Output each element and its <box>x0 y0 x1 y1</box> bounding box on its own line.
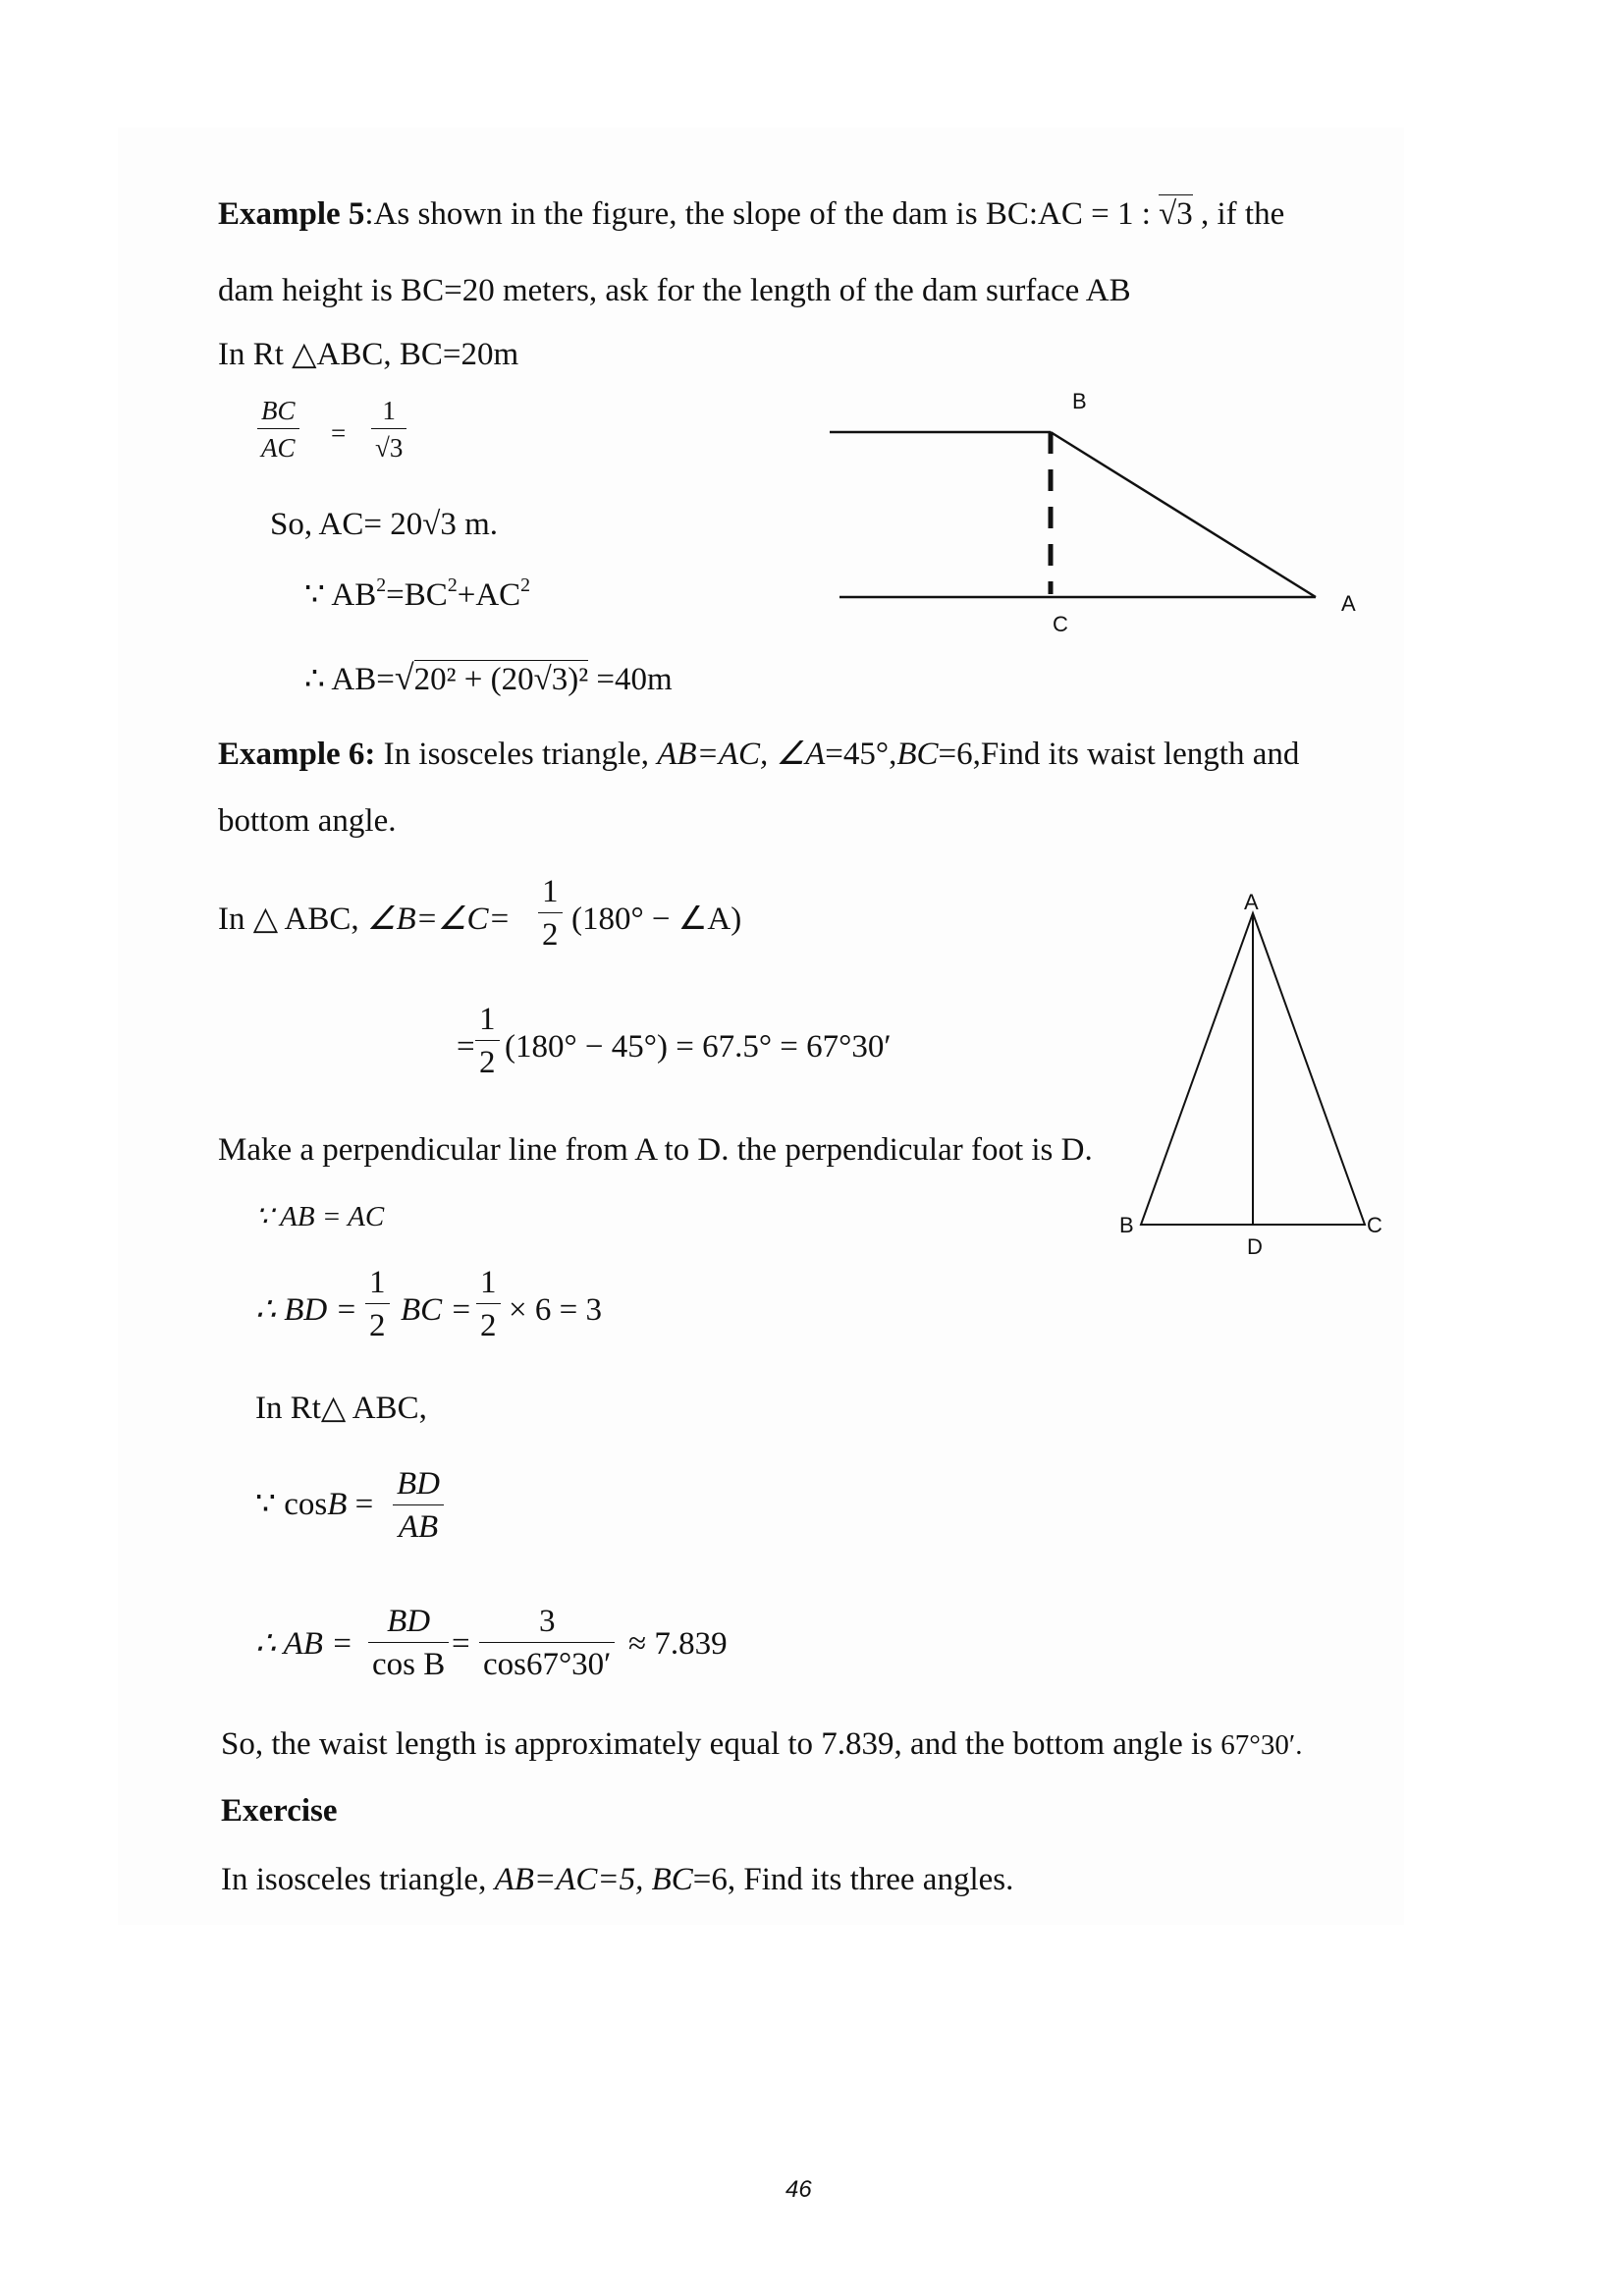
label-d: D <box>1247 1234 1263 1259</box>
example5-line2: dam height is BC=20 meters, ask for the length of the dam surface AB <box>218 273 1131 308</box>
fraction-half-3: 1 2 <box>365 1267 390 1342</box>
label-b: B <box>1119 1213 1134 1237</box>
ab-result-line: ∴ AB=√20² + (20√3)² =40m <box>304 658 673 697</box>
ab-equals-ac: ∵ AB = AC <box>255 1201 385 1232</box>
example5-heading: Example 5 <box>218 196 365 232</box>
angle-equation-lhs: In △ ABC, ∠B=∠C= <box>218 902 511 937</box>
exercise-heading: Exercise <box>221 1793 338 1829</box>
fraction-half-4: 1 2 <box>476 1267 501 1342</box>
example6-line1: Example 6: In isosceles triangle, AB=AC, ∠A=45°,BC=6,Find its waist length and <box>218 737 1300 772</box>
example5-line3: In Rt △ABC, BC=20m <box>218 337 519 372</box>
exercise-line: In isosceles triangle, AB=AC=5, BC=6, Find its three angles. <box>221 1862 1014 1897</box>
label-c: C <box>1367 1213 1382 1237</box>
label-a: A <box>1244 890 1259 914</box>
label-c: C <box>1053 612 1068 636</box>
rt-abc-line: In Rt△ ABC, <box>255 1391 427 1426</box>
equals-sign: = <box>331 418 347 448</box>
bd-prefix: ∴ BD = <box>255 1292 357 1328</box>
isosceles-triangle-figure <box>1110 889 1394 1267</box>
angle-equation-rhs: (180° − ∠A) <box>571 902 742 937</box>
fraction-half-1: 1 2 <box>538 876 563 952</box>
ab-prefix: ∴ AB = <box>255 1626 353 1662</box>
ac-value-line: So, AC= 20√3 m. <box>270 507 499 542</box>
fraction-half-2: 1 2 <box>475 1004 500 1079</box>
perpendicular-line-text: Make a perpendicular line from A to D. the perpendicular foot is D. <box>218 1132 1093 1168</box>
example5-line1: Example 5:As shown in the figure, the slope of the dam is BC:AC = 1 : √3 , if the <box>218 196 1285 232</box>
fraction-bd-ab: BD AB <box>393 1468 444 1544</box>
bd-mid: BC = <box>401 1292 472 1328</box>
fraction-bc-ac: BC AC <box>257 398 299 462</box>
conclusion-line: So, the waist length is approximately equal to 7.839, and the bottom angle is 67°30′. <box>221 1726 1303 1762</box>
bd-end: × 6 = 3 <box>509 1292 602 1328</box>
fraction-3-cos: 3 cos67°30′ <box>479 1606 615 1681</box>
example6-line2: bottom angle. <box>218 803 397 839</box>
dam-figure <box>815 383 1365 648</box>
calc-rhs: (180° − 45°) = 67.5° = 67°30′ <box>505 1029 892 1065</box>
ab-eq: = <box>452 1626 470 1662</box>
dam-surface-ab <box>1051 432 1316 597</box>
fraction-bd-cosb: BD cos B <box>368 1606 449 1681</box>
example6-heading: Example 6: <box>218 737 376 772</box>
ab-approx: ≈ 7.839 <box>628 1626 728 1662</box>
pythagoras-line: ∵ $AB^2=BC^2+AC^2$ <box>304 574 531 613</box>
cos-prefix: ∵ cosB = <box>255 1487 374 1522</box>
fraction-1-sqrt3: 1 √3 <box>371 398 406 462</box>
label-b: B <box>1072 389 1087 413</box>
page-number: 46 <box>785 2176 812 2203</box>
label-a: A <box>1341 591 1356 616</box>
calc-eq: = <box>457 1029 475 1065</box>
